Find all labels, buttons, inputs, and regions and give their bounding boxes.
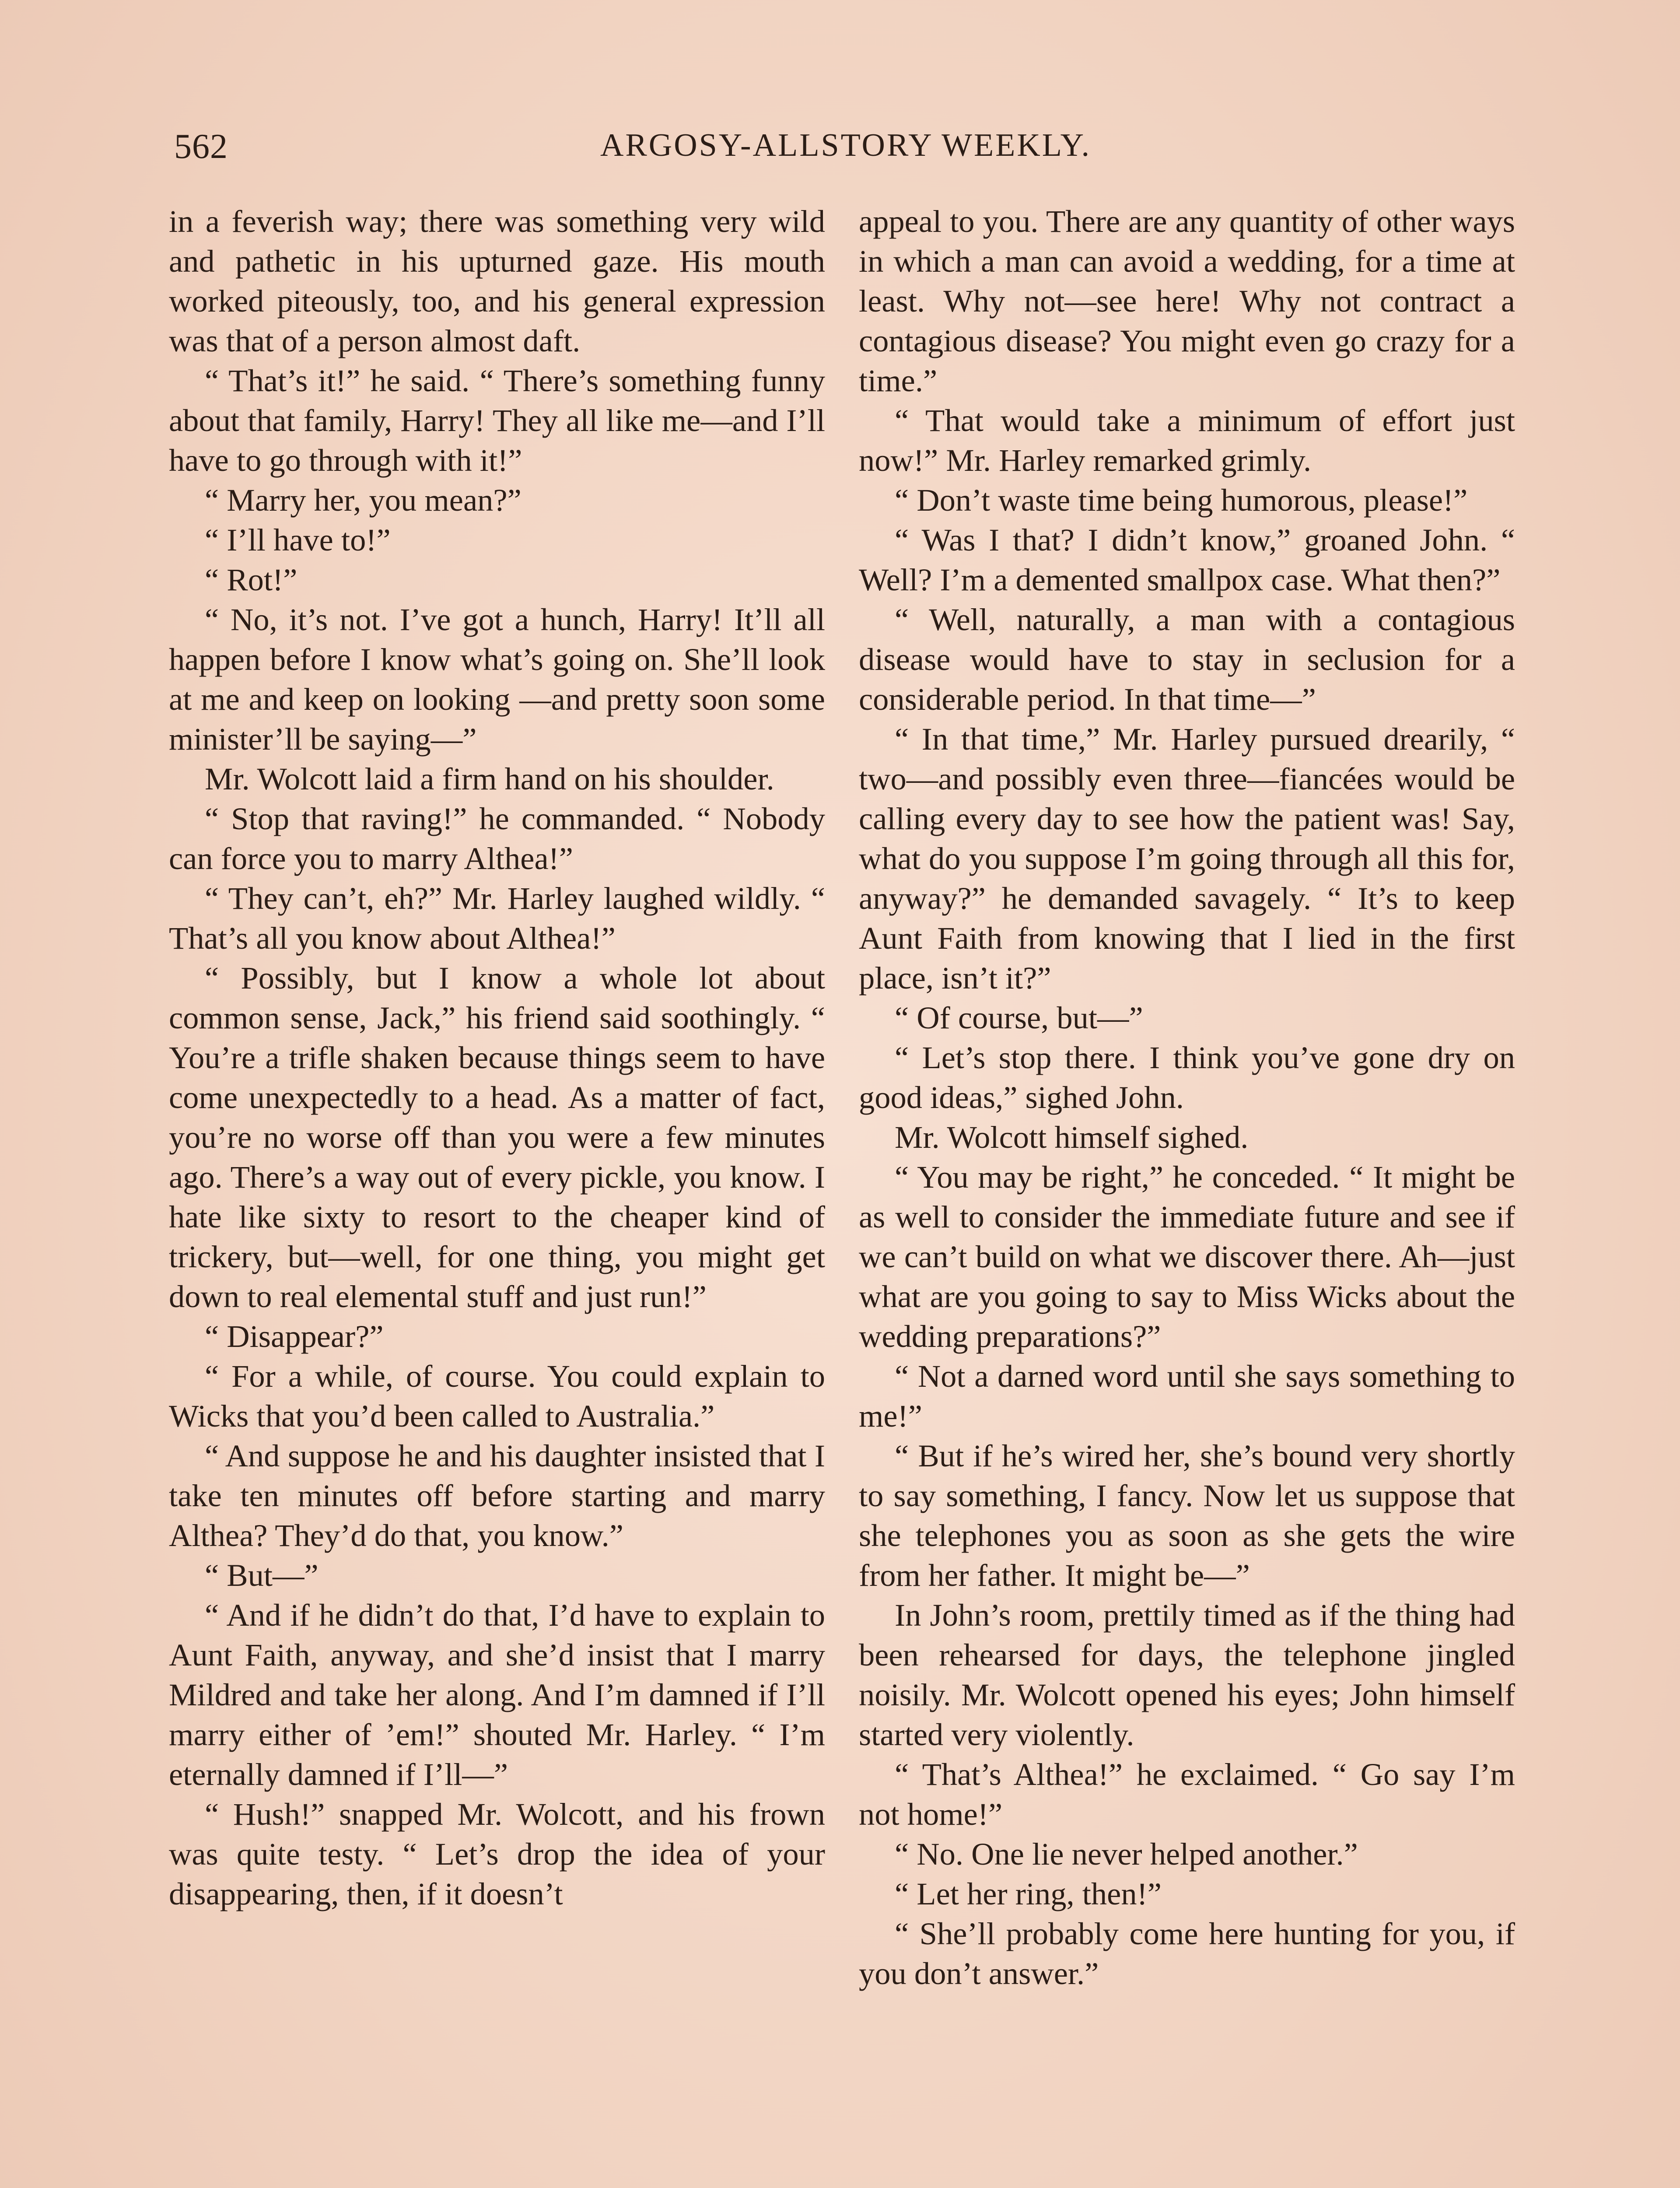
running-title: ARGOSY-ALLSTORY WEEKLY.	[600, 127, 1092, 163]
paragraph: “ That would take a minimum of effort just now!” Mr. Harley remarked grimly.	[859, 403, 1515, 478]
paragraph: “ No. One lie never helped another.”	[895, 1836, 1358, 1872]
page-header	[174, 127, 1517, 175]
paragraph: “ Let her ring, then!”	[895, 1876, 1162, 1911]
paragraph: Mr. Wolcott laid a firm hand on his shoulder.	[205, 761, 774, 796]
paragraph: “ Possibly, but I know a whole lot about common sense, Jack,” his friend said soothingly. “ You’re a trifle shaken because things seem to have come unexpectedly to a head. As a matter of fact, you’re no worse off than you were a few minutes ago. There’s a way out of every pickle, you know. I hate like sixty to resort to the cheaper kind of trickery, but—well, for one thing, you might get down to real elemental stuff and just run!”	[169, 960, 825, 1314]
paragraph: “ But—”	[205, 1557, 318, 1593]
paragraph: “ And if he didn’t do that, I’d have to explain to Aunt Faith, anyway, and she’d insist that I marry Mildred and take her along. And I’m damned if I’ll marry either of ’em!” shouted Mr. Harley. “ I’m eternally damned if I’ll—”	[169, 1597, 825, 1792]
paragraph: Mr. Wolcott himself sighed.	[895, 1119, 1249, 1155]
paragraph: “ Rot!”	[205, 562, 298, 597]
paragraph: “ Stop that raving!” he commanded. “ Nobody can force you to marry Althea!”	[169, 801, 825, 876]
paragraph: appeal to you. There are any quantity of other ways in which a man can avoid a wedding, for a time at least. Why not—see here! Why not contract a contagious disease? You might even go crazy for a time.”	[859, 203, 1515, 398]
paragraph: “ Let’s stop there. I think you’ve gone dry on good ideas,” sighed John.	[859, 1040, 1515, 1115]
paragraph: “ That’s Althea!” he exclaimed. “ Go say I’m not home!”	[859, 1757, 1515, 1832]
paragraph: “ Hush!” snapped Mr. Wolcott, and his frown was quite testy. “ Let’s drop the idea of your disappearing, then, if it doesn’t	[169, 1796, 825, 1911]
left-text-column	[169, 201, 825, 1914]
paragraph: “ You may be right,” he conceded. “ It might be as well to consider the immediate future and see if we can’t build on what we discover there. Ah—just what are you going to say to Miss Wicks about the wedding preparations?”	[859, 1159, 1515, 1354]
paragraph: “ In that time,” Mr. Harley pursued drearily, “ two—and possibly even three—fiancées would be calling every day to see how the patient was! Say, what do you suppose I’m going through all this for, anyway?” he demanded savagely. “ It’s to keep Aunt Faith from knowing that I lied in the first place, isn’t it?”	[859, 721, 1515, 996]
paragraph: “ For a while, of course. You could explain to Wicks that you’d been called to Australia.”	[169, 1358, 825, 1434]
paragraph: “ Disappear?”	[205, 1318, 384, 1354]
paragraph: “ She’ll probably come here hunting for you, if you don’t answer.”	[859, 1916, 1515, 1991]
paragraph: “ That’s it!” he said. “ There’s something funny about that family, Harry! They all like me—and I’ll have to go through with it!”	[169, 363, 825, 478]
paragraph: “ And suppose he and his daughter insisted that I take ten minutes off before starting and marry Althea? They’d do that, you know.”	[169, 1438, 825, 1553]
paragraph: “ I’ll have to!”	[205, 522, 391, 558]
paragraph: “ They can’t, eh?” Mr. Harley laughed wildly. “ That’s all you know about Althea!”	[169, 880, 825, 956]
paragraph: “ Not a darned word until she says something to me!”	[859, 1358, 1515, 1434]
paragraph: “ But if he’s wired her, she’s bound very shortly to say something, I fancy. Now let us suppose that she telephones you as soon as she gets the wire from her father. It might be—”	[859, 1438, 1515, 1593]
paragraph: In John’s room, prettily timed as if the thing had been rehearsed for days, the telephone jingled noisily. Mr. Wolcott opened his eyes; John himself started very violently.	[859, 1597, 1515, 1752]
paragraph: “ Well, naturally, a man with a contagious disease would have to stay in seclusion for a considerable period. In that time—”	[859, 602, 1515, 717]
paragraph: “ No, it’s not. I’ve got a hunch, Harry! It’ll all happen before I know what’s going on. She’ll look at me and keep on looking —and pretty soon some minister’ll be saying—”	[169, 602, 825, 757]
paragraph: in a feverish way; there was something very wild and pathetic in his upturned gaze. His mouth worked piteously, too, and his general expression was that of a person almost daft.	[169, 203, 825, 358]
right-text-column	[859, 201, 1515, 1993]
paragraph: “ Marry her, you mean?”	[205, 482, 522, 518]
paragraph: “ Don’t waste time being humorous, please!”	[895, 482, 1468, 518]
paragraph: “ Of course, but—”	[895, 1000, 1143, 1035]
page-number: 562	[174, 127, 228, 166]
paragraph: “ Was I that? I didn’t know,” groaned John. “ Well? I’m a demented smallpox case. What then?”	[859, 522, 1515, 597]
